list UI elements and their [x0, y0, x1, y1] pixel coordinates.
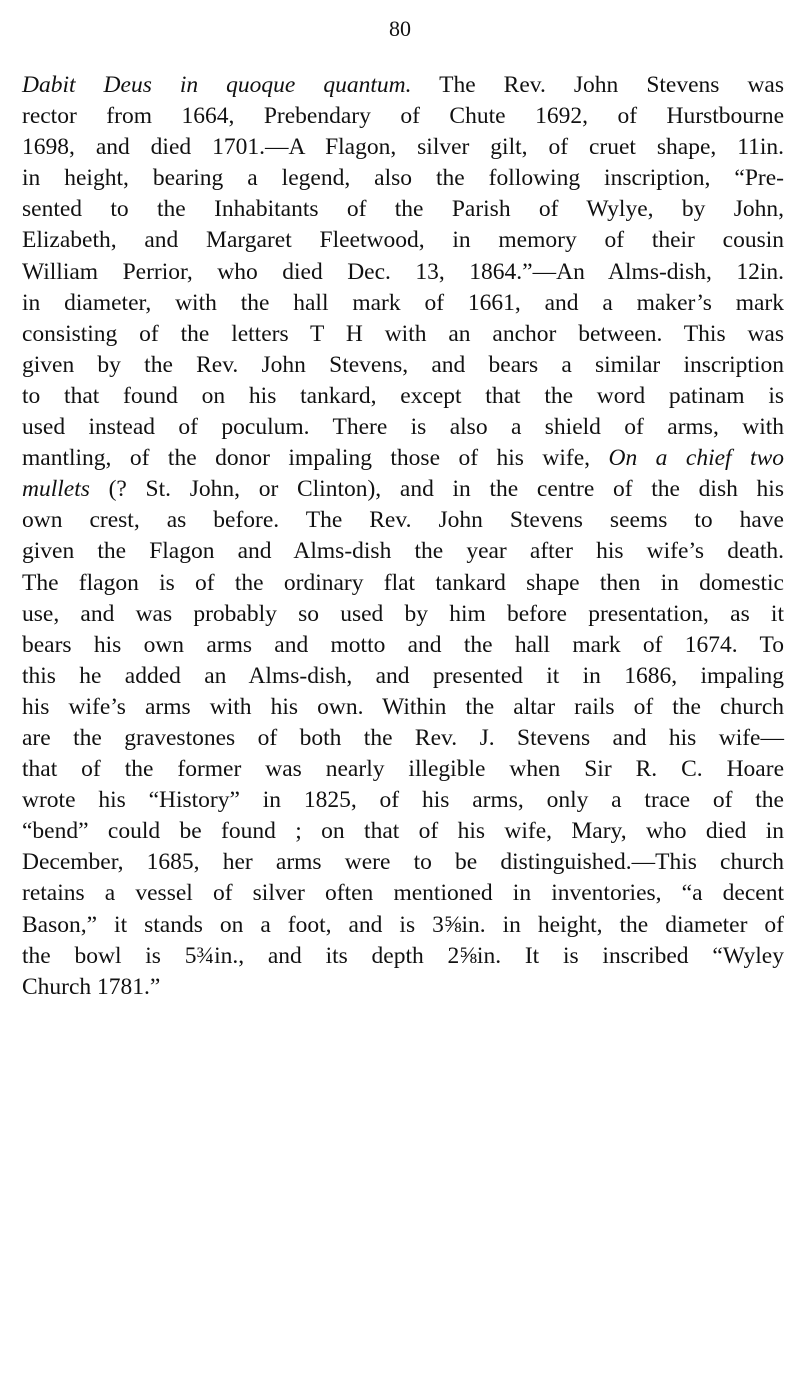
- text-segment: used instead of poculum. There is also a shield of arms, with: [22, 414, 784, 441]
- text-line: [22, 163, 784, 194]
- text-line: [22, 474, 784, 505]
- text-segment: this he added an Alms-dish, and presented it in 1686, impaling: [22, 662, 784, 689]
- text-line: [22, 288, 784, 319]
- italic-text: Dabit Deus in quoque quantum.: [22, 72, 412, 98]
- text-segment: Elizabeth, and Margaret Fleetwood, in memory of their cousin: [22, 227, 784, 254]
- text-line: [22, 194, 784, 225]
- text-segment: own crest, as before. The Rev. John Stevens seems to have: [22, 507, 784, 534]
- text-segment: The flagon is of the ordinary flat tankard shape then in domestic: [22, 569, 784, 596]
- text-line: [22, 878, 784, 909]
- text-line: [22, 132, 784, 163]
- text-line: [22, 505, 784, 536]
- text-line: [22, 847, 784, 878]
- body-text: [22, 70, 784, 1003]
- text-line: [22, 70, 784, 101]
- text-segment: are the gravestones of both the Rev. J. Stevens and his wife—: [22, 724, 784, 751]
- text-segment: December, 1685, her arms were to be distinguished.—This church: [22, 849, 784, 876]
- italic-text: On a chief two: [608, 445, 784, 472]
- text-line: [22, 785, 784, 816]
- text-line: [22, 972, 784, 1003]
- text-line: [22, 910, 784, 941]
- text-segment: use, and was probably so used by him before presentation, as it: [22, 600, 784, 627]
- text-line: [22, 941, 784, 972]
- text-segment: “bend” could be found ; on that of his wife, Mary, who died in: [22, 818, 784, 845]
- text-segment: consisting of the letters T H with an anchor between. This was: [22, 320, 784, 347]
- text-segment: (? St. John, or Clinton), and in the centre of the dish his: [89, 476, 784, 503]
- text-line: [22, 381, 784, 412]
- text-segment: The Rev. John Stevens was: [411, 72, 784, 98]
- text-segment: the bowl is 5¾in., and its depth 2⅝in. It is inscribed “Wyley: [22, 942, 784, 969]
- text-line: [22, 225, 784, 256]
- text-line: [22, 568, 784, 599]
- text-segment: 1698, and died 1701.—A Flagon, silver gilt, of cruet shape, 11in.: [22, 134, 784, 161]
- text-line: [22, 536, 784, 567]
- text-segment: his wife’s arms with his own. Within the altar rails of the church: [22, 693, 784, 720]
- text-segment: sented to the Inhabitants of the Parish of Wylye, by John,: [22, 196, 784, 223]
- text-segment: Bason,” it stands on a foot, and is 3⅝in. in height, the diameter of: [22, 911, 784, 938]
- text-segment: rector from 1664, Prebendary of Chute 1692, of Hurstbourne: [22, 103, 784, 130]
- text-line: [22, 257, 784, 288]
- text-line: [22, 412, 784, 443]
- text-line: [22, 630, 784, 661]
- text-line: [22, 443, 784, 474]
- text-segment: that of the former was nearly illegible when Sir R. C. Hoare: [22, 756, 784, 783]
- text-segment: given by the Rev. John Stevens, and bears a similar inscription: [22, 351, 784, 378]
- text-line: [22, 754, 784, 785]
- text-segment: wrote his “History” in 1825, of his arms, only a trace of the: [22, 787, 784, 814]
- text-line: [22, 319, 784, 350]
- text-segment: given the Flagon and Alms-dish the year after his wife’s death.: [22, 538, 784, 565]
- text-segment: in height, bearing a legend, also the following inscription, “Pre-: [22, 165, 784, 192]
- text-segment: mantling, of the donor impaling those of his wife,: [22, 445, 609, 472]
- text-segment: in diameter, with the hall mark of 1661, and a maker’s mark: [22, 289, 784, 316]
- text-line: [22, 723, 784, 754]
- text-line: [22, 599, 784, 630]
- text-line: [22, 350, 784, 381]
- text-segment: to that found on his tankard, except that the word patinam is: [22, 382, 784, 409]
- text-line: [22, 692, 784, 723]
- text-segment: William Perrior, who died Dec. 13, 1864.”—An Alms-dish, 12in.: [22, 258, 784, 285]
- text-line: [22, 816, 784, 847]
- page-number: 80: [389, 16, 411, 41]
- italic-text: mullets: [22, 476, 90, 503]
- text-segment: retains a vessel of silver often mentioned in inventories, “a decent: [22, 880, 784, 907]
- text-line: [22, 101, 784, 132]
- text-segment: bears his own arms and motto and the hall mark of 1674. To: [22, 631, 784, 658]
- text-line: [22, 661, 784, 692]
- text-segment: Church 1781.”: [22, 973, 161, 1000]
